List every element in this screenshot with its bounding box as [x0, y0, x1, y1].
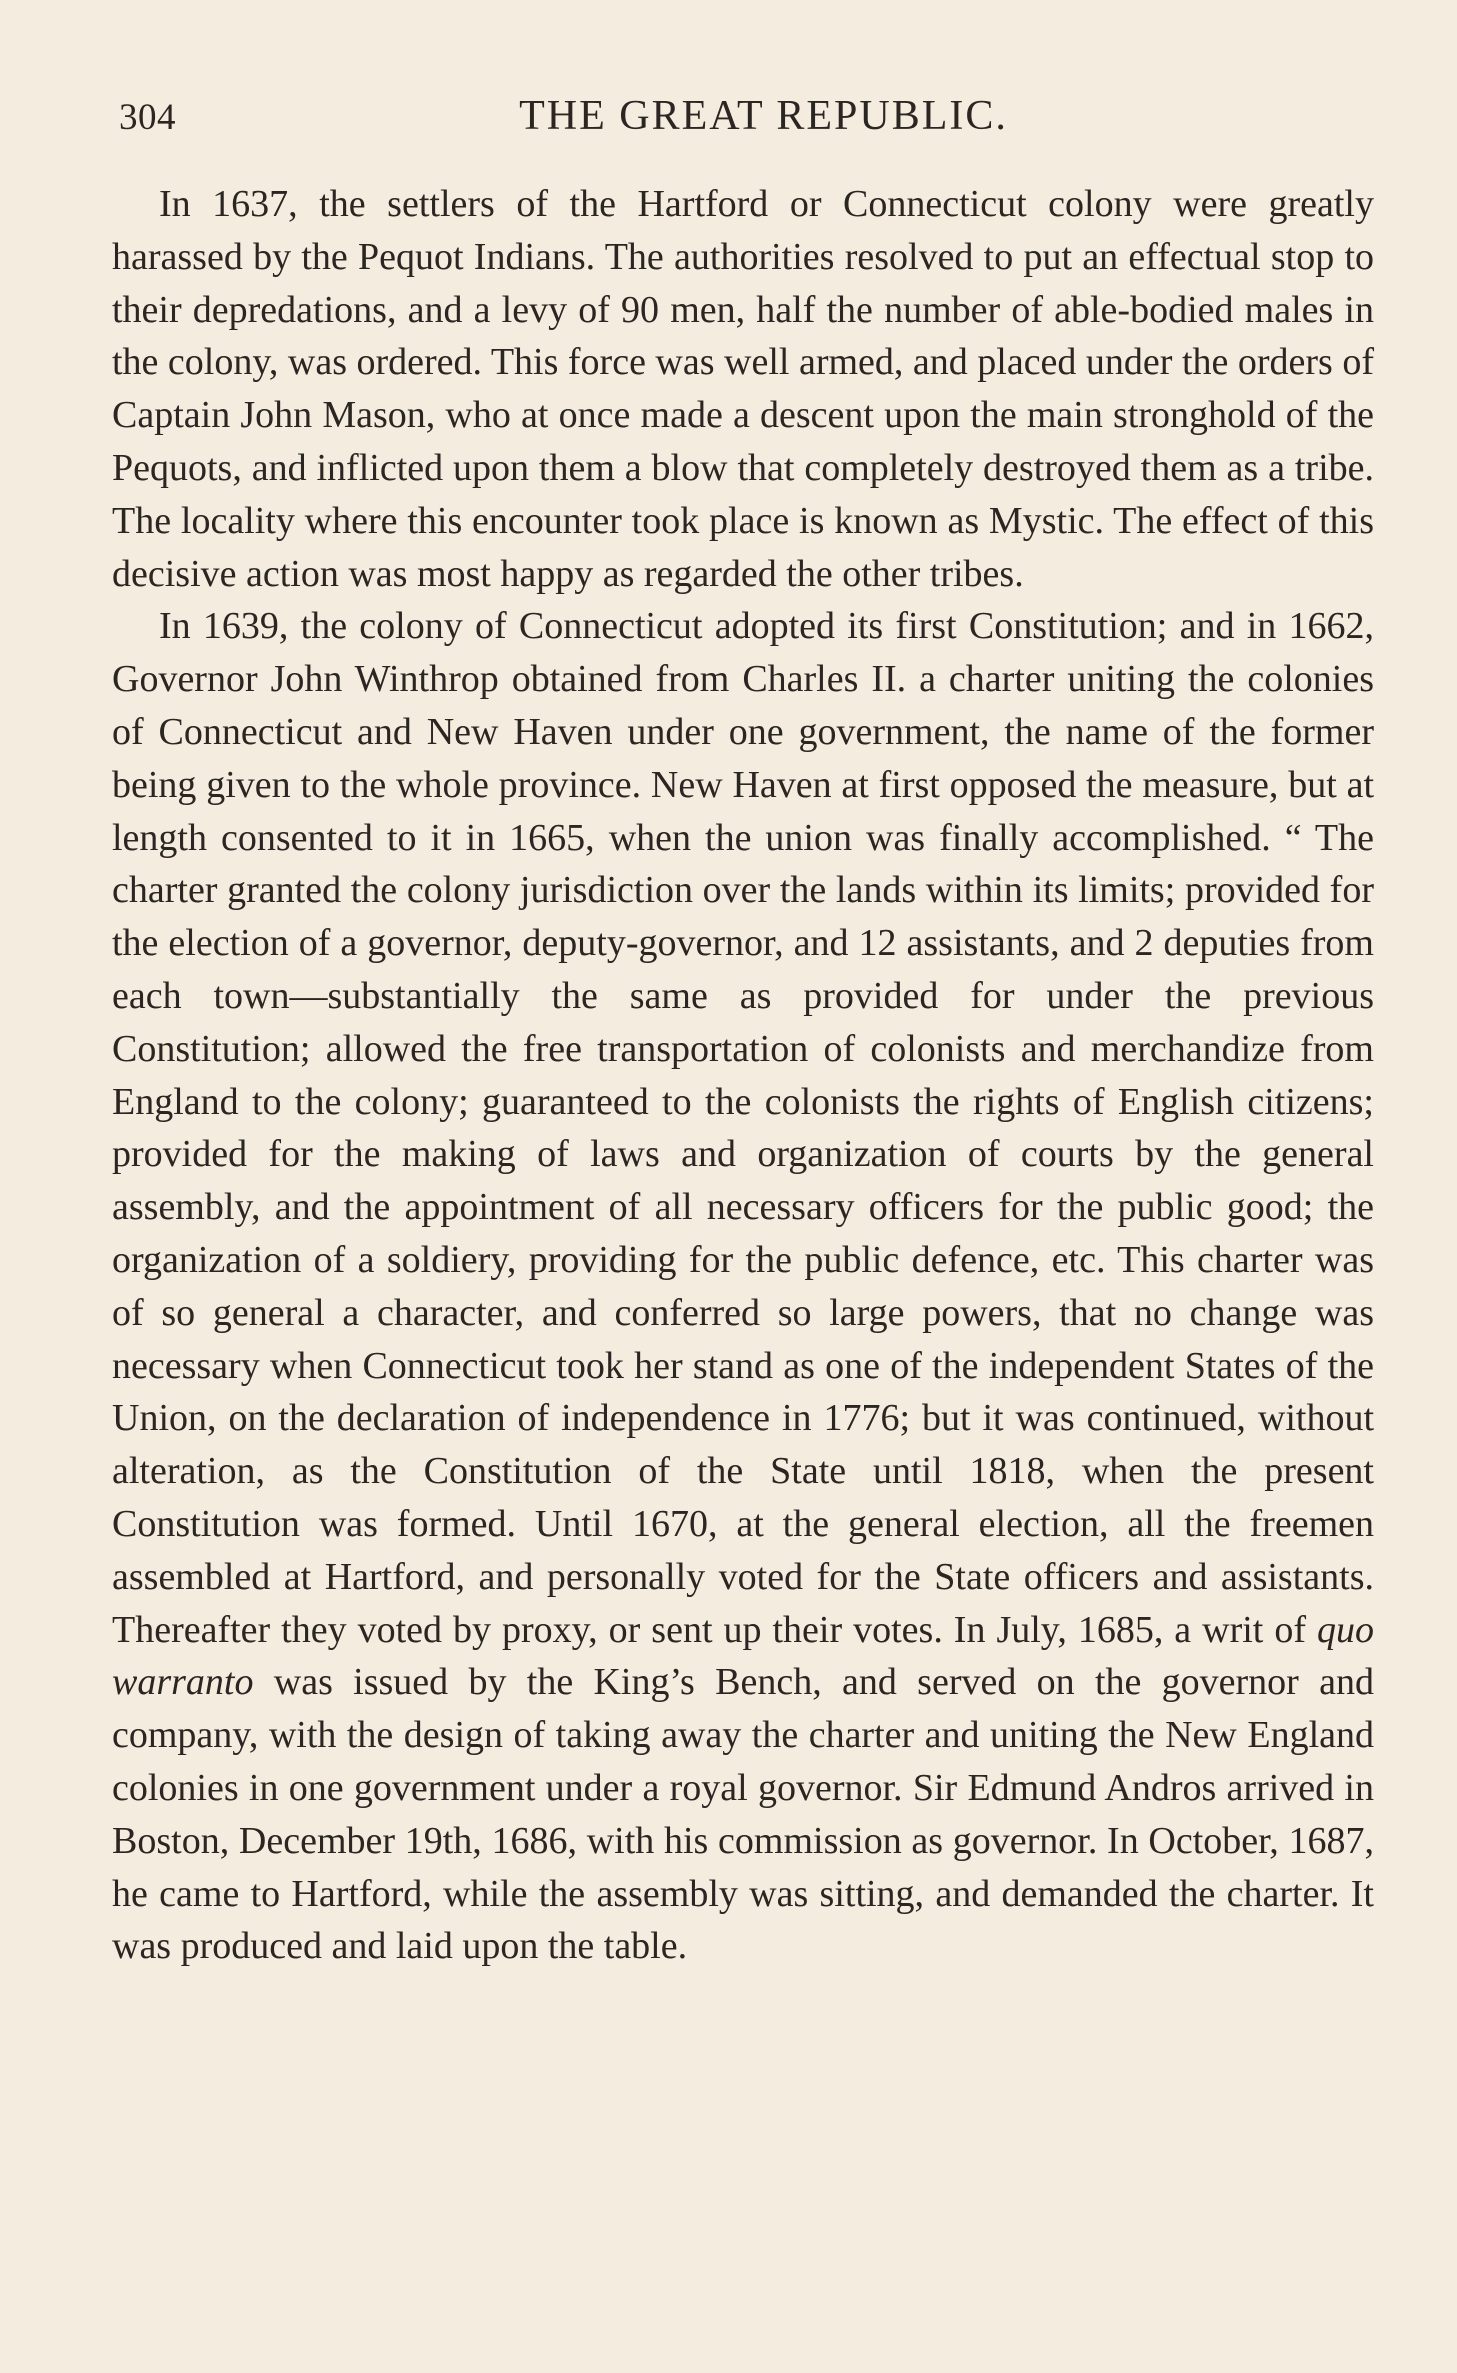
paragraph-2-text-before-italic: In 1639, the colony of Connecticut adopted its first Constitution; and in 1662, Governor John Winthrop obtained from Charles II. a charter uniting the colonies of Connecticut and New Haven under one government, the name of the former being given to the whole province. New Haven at first opposed the measure, but at length consented to it in 1665, when the union was finally accomplished. “ The charter granted the colony jurisdiction over the lands within its limits; provided for the election of a governor, deputy-governor, and 12 assistants, and 2 deputies from each town—substantially the same as provided for under the previous Constitution; allowed the free transportation of colonists and merchandize from England to the colony; guaranteed to the colonists the rights of English citizens; provided for the making of laws and organization of courts by the general assembly, and the appointment of all necessary officers for the public good; the organization of a soldiery, providing for the public defence, etc. This charter was of so general a character, and conferred so large powers, that no change was necessary when Connecticut took her stand as one of the independent States of the Union, on the declaration of independence in 1776; but it was continued, without alteration, as the Constitution of the State until 1818, when the present Constitution was formed. Until 1670, at the general election, all the freemen assembled at Hartford, and personally voted for the State officers and assistants. Thereafter they voted by proxy, or sent up their votes. In July, 1685, a writ of: [112, 605, 1374, 1651]
paragraph-2-text-after-italic: was issued by the King’s Bench, and served on the governor and company, with the design of taking away the charter and uniting the New England colonies in one government under a royal governor. Sir Edmund Andros arrived in Boston, December 19th, 1686, with his commission as governor. In October, 1687, he came to Hartford, while the assembly was sitting, and demanded the charter. It was produced and laid upon the table.: [112, 1661, 1374, 1968]
paragraph-1: In 1637, the settlers of the Hartford or Connecticut colony were greatly harassed by the Pequot Indians. The authorities resolved to put an effectual stop to their depredations, and a levy of 90 men, half the number of able-bodied males in the colony, was ordered. This force was well armed, and placed under the orders of Captain John Mason, who at once made a descent upon the main stronghold of the Pequots, and inflicted upon them a blow that completely destroyed them as a tribe. The locality where this encounter took place is known as Mystic. The effect of this decisive action was most happy as regarded the other tribes.: [112, 183, 1374, 595]
body-text: [112, 178, 1374, 1973]
italic-latin-term: quo warranto: [112, 1608, 1374, 1704]
page-number: 304: [119, 97, 176, 138]
paragraph-2: [112, 600, 1374, 1973]
running-head: THE GREAT REPUBLIC.: [519, 93, 1008, 139]
